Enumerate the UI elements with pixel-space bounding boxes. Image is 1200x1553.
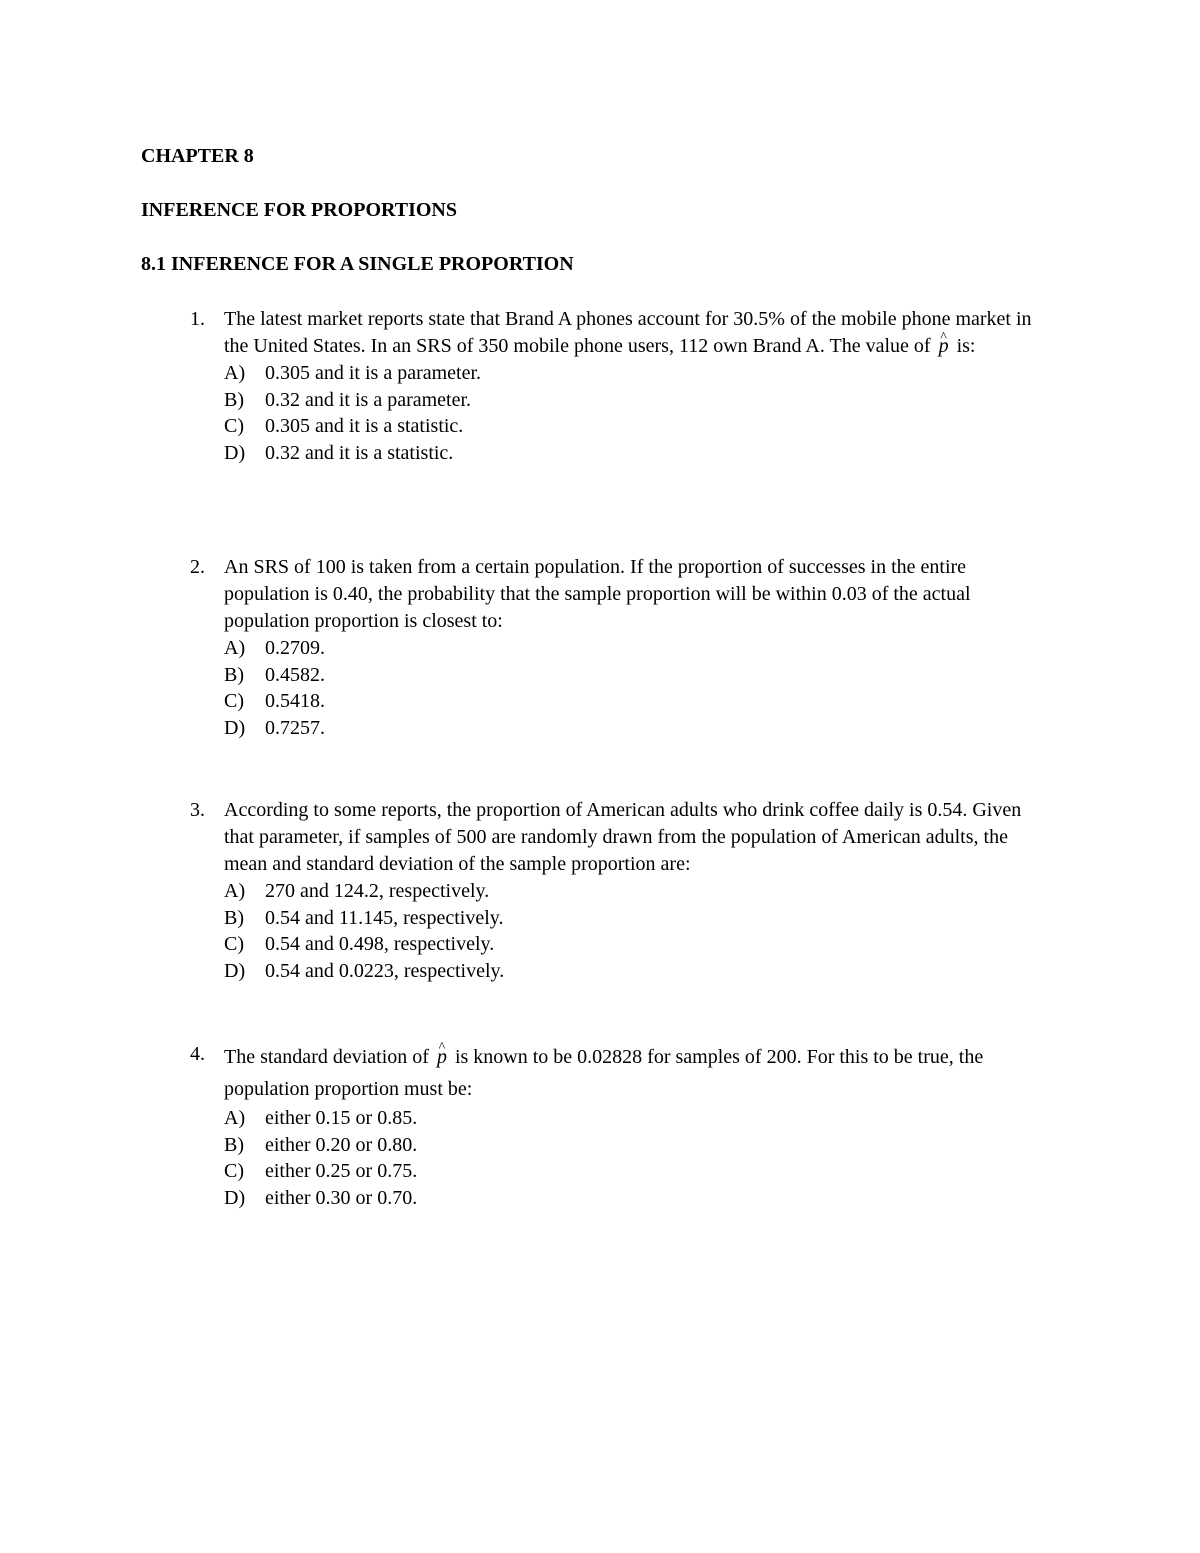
question-1 bbox=[190, 306, 1090, 467]
section-heading: 8.1 INFERENCE FOR A SINGLE PROPORTION bbox=[141, 253, 574, 275]
answer-choice-a[interactable] bbox=[224, 635, 1090, 662]
choice-text: either 0.30 or 0.70. bbox=[265, 1187, 418, 1210]
question-number: 1. bbox=[190, 308, 205, 330]
choice-text: 0.7257. bbox=[265, 717, 325, 740]
choice-letter: D) bbox=[224, 717, 246, 740]
choice-letter: A) bbox=[224, 1107, 246, 1129]
choice-text: 0.305 and it is a parameter. bbox=[265, 362, 482, 384]
answer-choice-d[interactable] bbox=[224, 1185, 1090, 1212]
choice-letter: B) bbox=[224, 1133, 244, 1156]
choice-letter: A) bbox=[224, 637, 246, 659]
question-text bbox=[224, 306, 1054, 360]
question-number: 2. bbox=[190, 556, 205, 578]
chapter-heading: CHAPTER 8 bbox=[141, 145, 254, 167]
question-2 bbox=[190, 554, 1090, 742]
choice-text: 0.54 and 0.0223, respectively. bbox=[265, 960, 505, 983]
answer-choices bbox=[224, 1105, 1090, 1212]
choice-letter: C) bbox=[224, 415, 244, 438]
choice-letter: C) bbox=[224, 933, 244, 956]
choice-text: either 0.15 or 0.85. bbox=[265, 1107, 418, 1129]
answer-choice-b[interactable] bbox=[224, 1132, 1090, 1159]
question-text: An SRS of 100 is taken from a certain population. If the proportion of successes in the entire population is 0.40, the probability that the sample proportion will be within 0.03 of the actual population proportion is closest to: bbox=[224, 556, 971, 632]
answer-choices bbox=[224, 360, 1090, 467]
question-3 bbox=[190, 797, 1090, 985]
question-text: According to some reports, the proportion of American adults who drink coffee daily is 0.54. Given that parameter, if samples of 500 are randomly drawn from the population of American adults, the mean and standard deviation of the sample proportion are: bbox=[224, 799, 1022, 875]
p-hat-symbol: ^ p bbox=[936, 333, 952, 360]
choice-letter: B) bbox=[224, 906, 244, 929]
choice-letter: D) bbox=[224, 1187, 246, 1210]
answer-choice-b[interactable] bbox=[224, 905, 1090, 932]
choice-text: 0.32 and it is a statistic. bbox=[265, 442, 454, 465]
question-text-part: The latest market reports state that Brand A phones account for 30.5% of the mobile phone market in the United States. In an SRS of 350 mobile phone users, 112 own Brand A. The value of bbox=[224, 308, 1032, 357]
question-number: 4. bbox=[190, 1043, 205, 1065]
choice-text: 270 and 124.2, respectively. bbox=[265, 880, 490, 902]
choice-letter: A) bbox=[224, 362, 246, 384]
question-text bbox=[224, 1041, 1054, 1105]
answer-choice-c[interactable] bbox=[224, 931, 1090, 958]
choice-letter: D) bbox=[224, 442, 246, 465]
answer-choice-b[interactable] bbox=[224, 387, 1090, 414]
question-text-part: is: bbox=[951, 335, 976, 357]
answer-choice-c[interactable] bbox=[224, 688, 1090, 715]
choice-letter: C) bbox=[224, 1160, 244, 1183]
choice-text: 0.54 and 0.498, respectively. bbox=[265, 933, 495, 956]
choice-text: 0.4582. bbox=[265, 663, 325, 686]
choice-text: 0.32 and it is a parameter. bbox=[265, 388, 472, 411]
answer-choice-a[interactable] bbox=[224, 878, 1090, 905]
answer-choice-a[interactable] bbox=[224, 360, 1090, 387]
answer-choices bbox=[224, 878, 1090, 985]
answer-choice-b[interactable] bbox=[224, 662, 1090, 689]
answer-choices bbox=[224, 635, 1090, 742]
choice-text: either 0.20 or 0.80. bbox=[265, 1133, 418, 1156]
answer-choice-d[interactable] bbox=[224, 958, 1090, 985]
answer-choice-c[interactable] bbox=[224, 1158, 1090, 1185]
choice-text: either 0.25 or 0.75. bbox=[265, 1160, 418, 1183]
question-4 bbox=[190, 1041, 1090, 1212]
choice-text: 0.305 and it is a statistic. bbox=[265, 415, 464, 438]
answer-choice-a[interactable] bbox=[224, 1105, 1090, 1132]
choice-letter: C) bbox=[224, 690, 244, 713]
question-text-part: The standard deviation of bbox=[224, 1046, 434, 1068]
choice-text: 0.2709. bbox=[265, 637, 325, 659]
p-hat-symbol: ^ p bbox=[434, 1041, 450, 1073]
choice-letter: B) bbox=[224, 663, 244, 686]
choice-letter: B) bbox=[224, 388, 244, 411]
question-text-part: is known to be 0.02828 for samples of 200. For this to be true, the population proportion must be: bbox=[224, 1046, 984, 1100]
chapter-title: INFERENCE FOR PROPORTIONS bbox=[141, 199, 457, 221]
choice-letter: A) bbox=[224, 880, 246, 902]
question-number: 3. bbox=[190, 799, 205, 821]
answer-choice-d[interactable] bbox=[224, 715, 1090, 742]
answer-choice-c[interactable] bbox=[224, 413, 1090, 440]
choice-letter: D) bbox=[224, 960, 246, 983]
choice-text: 0.54 and 11.145, respectively. bbox=[265, 906, 504, 929]
answer-choice-d[interactable] bbox=[224, 440, 1090, 467]
choice-text: 0.5418. bbox=[265, 690, 325, 713]
